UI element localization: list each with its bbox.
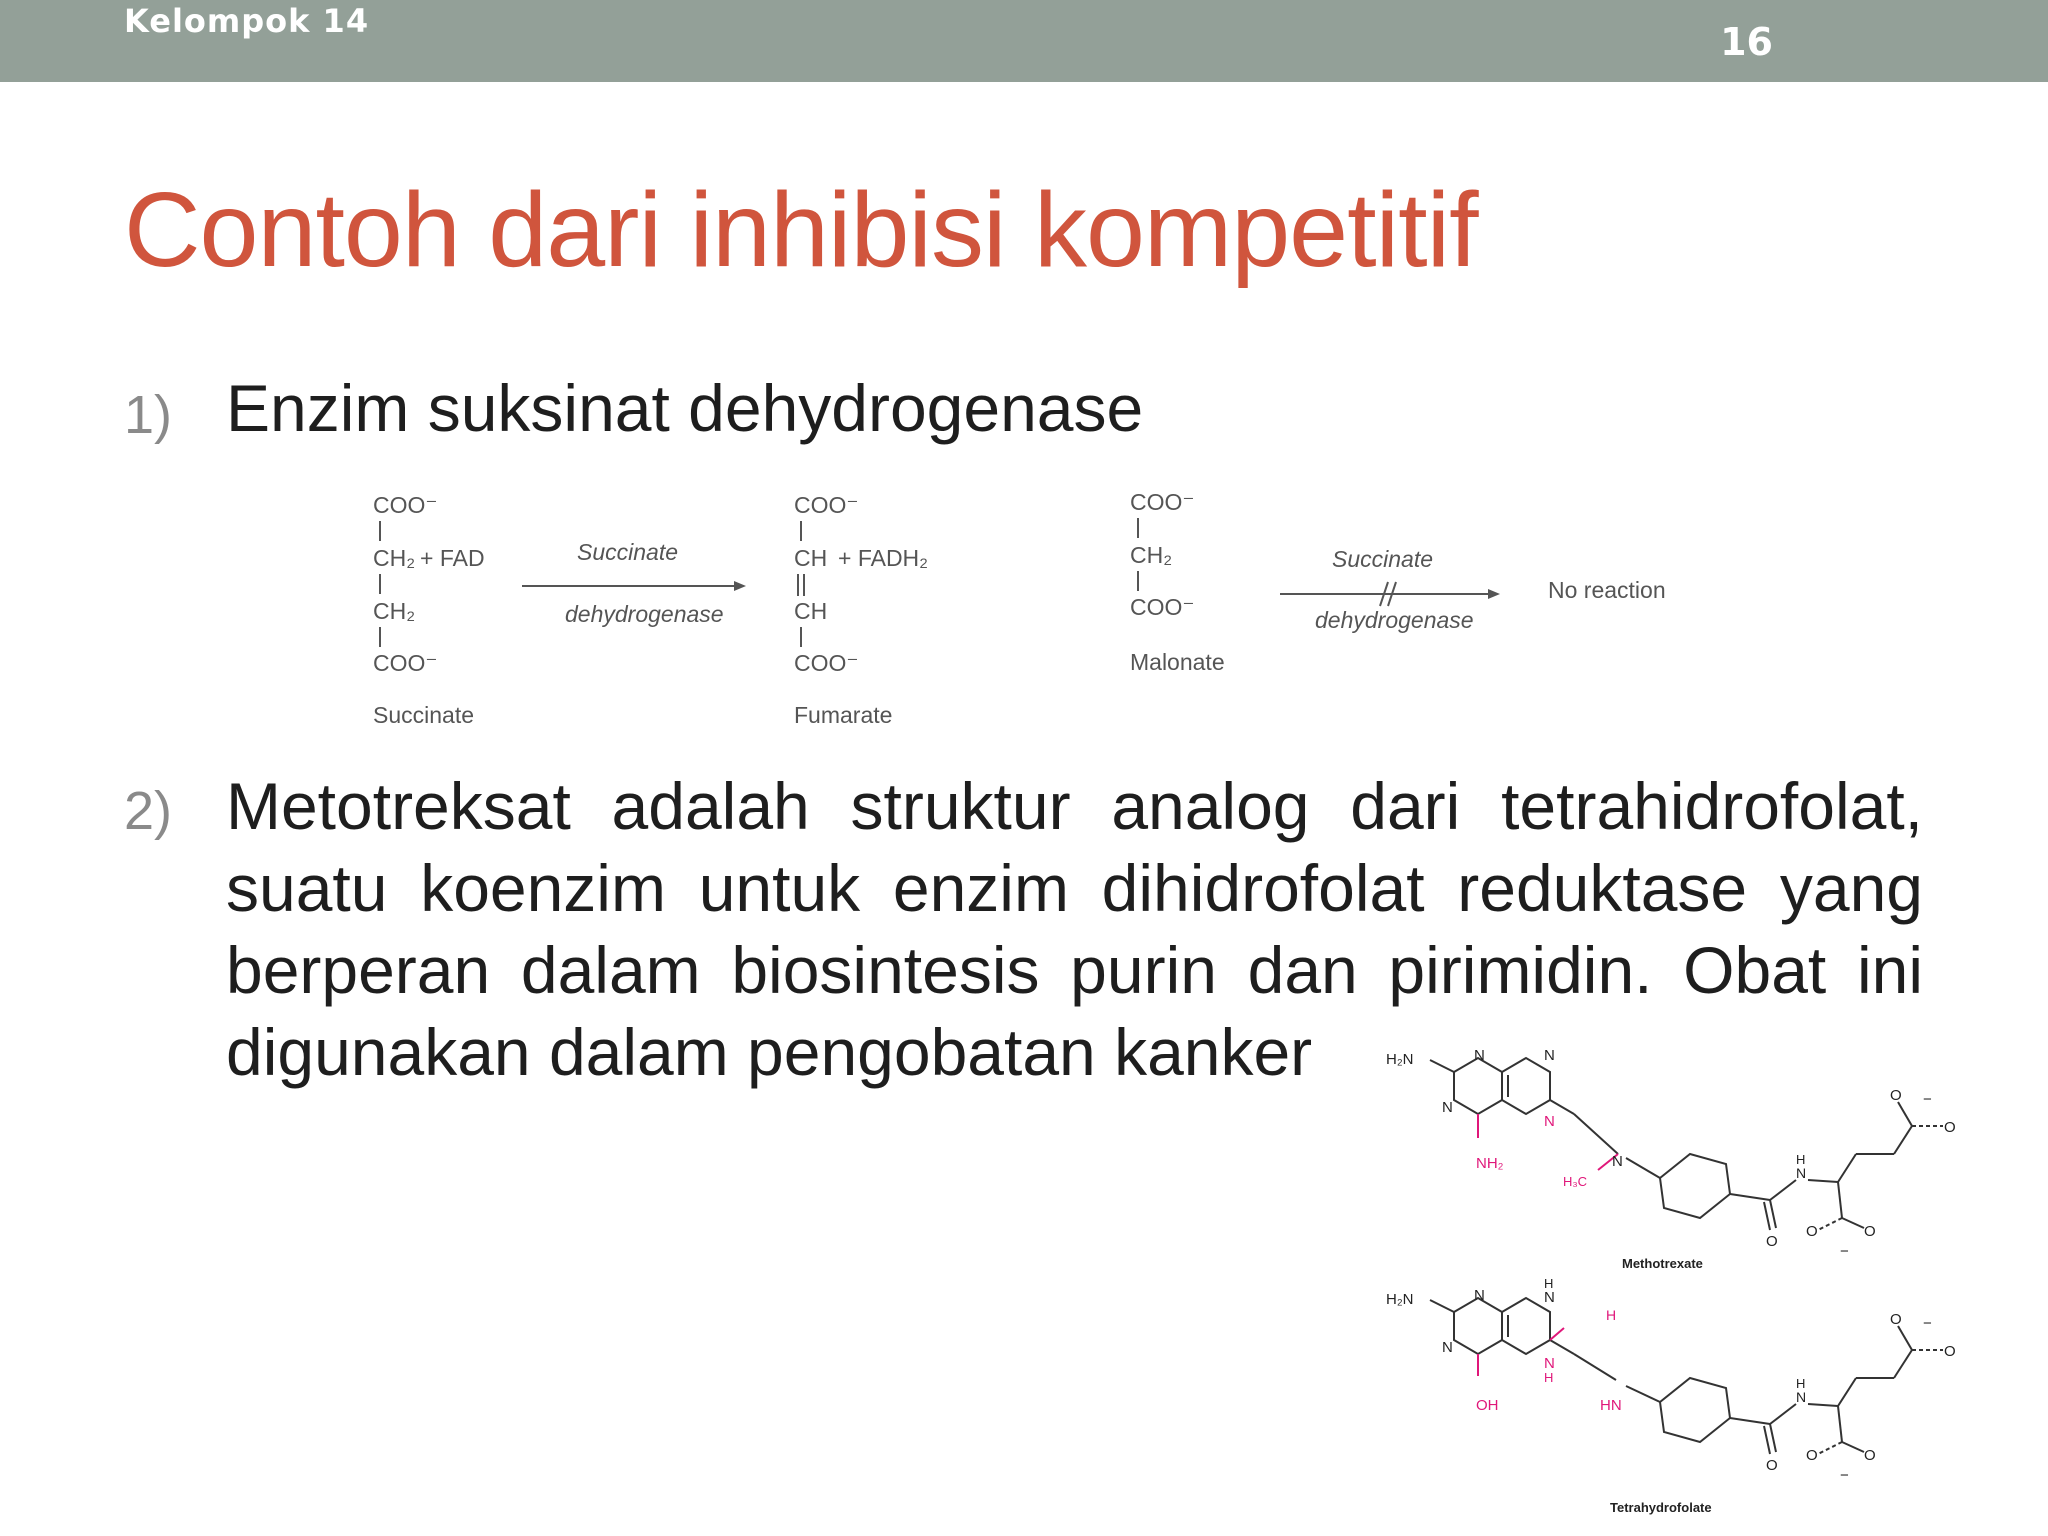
thf-o1: O — [1766, 1457, 1778, 1474]
fumarate-coo-top: COO⁻ — [794, 492, 859, 518]
fumarate-ch-b: CH — [794, 598, 828, 624]
group-label: Kelompok 14 — [124, 2, 370, 40]
mtx-o2: O — [1890, 1087, 1902, 1104]
thf-minus2: − — [1840, 1467, 1849, 1484]
mtx-o1: O — [1766, 1233, 1778, 1250]
mtx-nh-n: N — [1796, 1165, 1807, 1181]
enzyme2-label-bottom: dehydrogenase — [1315, 607, 1474, 633]
thf-nh-bot-h: H — [1544, 1370, 1554, 1385]
fumarate-plus-fadh2: + FADH₂ — [838, 545, 929, 571]
succinate-label: Succinate — [373, 702, 475, 728]
fumarate-coo-bottom: COO⁻ — [794, 650, 859, 676]
malonate-coo-bottom: COO⁻ — [1130, 594, 1195, 620]
no-reaction-label: No reaction — [1548, 577, 1666, 603]
page-number: 16 — [1720, 20, 1773, 64]
mtx-n1: N — [1474, 1047, 1485, 1064]
enzyme-label-top: Succinate — [577, 539, 679, 565]
enzyme-label-bottom: dehydrogenase — [565, 601, 724, 627]
thf-n1: N — [1474, 1287, 1485, 1304]
mtx-o3: O — [1944, 1119, 1956, 1136]
mtx-h2n: H₂N — [1386, 1051, 1414, 1068]
malonate-ch2: CH₂ — [1130, 542, 1173, 568]
item-1-number: 1) — [124, 385, 173, 445]
enzyme2-label-top: Succinate — [1332, 546, 1434, 572]
succinate-ch2-a: CH₂ — [373, 545, 416, 571]
mtx-minus1: − — [1923, 1091, 1932, 1108]
methotrexate-structure — [1378, 1042, 1968, 1272]
thf-h2n: H₂N — [1386, 1291, 1414, 1308]
thf-nh-n: N — [1796, 1389, 1807, 1405]
thf-nh-top-h: H — [1544, 1276, 1554, 1291]
mtx-n3: N — [1442, 1099, 1453, 1116]
mtx-o5: O — [1864, 1223, 1876, 1240]
mtx-nh2: NH₂ — [1476, 1155, 1504, 1172]
succinate-ch2-b: CH₂ — [373, 598, 416, 624]
fumarate-ch-a: CH — [794, 545, 828, 571]
mtx-n2: N — [1544, 1047, 1555, 1064]
item-2-text: Metotreksat adalah struktur analog dari tetrahidrofolat, suatu koenzim untuk enzim dihidrofolat reduktase yang berperan dalam biosintesis purin dan pirimidin. Obat ini digunakan dalam pengobatan kanker — [226, 769, 1923, 1089]
thf-o2: O — [1890, 1311, 1902, 1328]
thf-nh-top-n: N — [1544, 1289, 1555, 1306]
succinate-plus-fad: + FAD — [420, 545, 485, 571]
thf-h-pink: H — [1606, 1307, 1617, 1323]
thf-o3: O — [1944, 1343, 1956, 1360]
thf-nh-bot-n: N — [1544, 1355, 1555, 1372]
header-bar — [0, 0, 2048, 82]
succinate-coo-top: COO⁻ — [373, 492, 438, 518]
mtx-n-pink: N — [1544, 1113, 1555, 1130]
thf-minus1: − — [1923, 1315, 1932, 1332]
thf-hn: HN — [1600, 1397, 1622, 1414]
thf-n2: N — [1442, 1339, 1453, 1356]
mtx-label: Methotrexate — [1622, 1256, 1703, 1271]
mtx-minus2: − — [1840, 1243, 1849, 1260]
mtx-h3c: H₃C — [1563, 1174, 1588, 1189]
malonate-label: Malonate — [1130, 649, 1225, 675]
tetrahydrofolate-structure — [1378, 1278, 1968, 1514]
thf-nh-h: H — [1796, 1376, 1806, 1391]
thf-oh: OH — [1476, 1397, 1499, 1414]
mtx-n-link: N — [1612, 1153, 1623, 1170]
malonate-coo-top: COO⁻ — [1130, 489, 1195, 515]
slide-title: Contoh dari inhibisi kompetitif — [124, 171, 1478, 289]
mtx-o4: O — [1806, 1223, 1818, 1240]
thf-label: Tetrahydrofolate — [1610, 1500, 1712, 1515]
item-1-text: Enzim suksinat dehydrogenase — [226, 371, 1144, 445]
thf-o5: O — [1864, 1447, 1876, 1464]
reaction-figure — [360, 480, 1700, 740]
item-2-number: 2) — [124, 781, 173, 841]
succinate-coo-bottom: COO⁻ — [373, 650, 438, 676]
thf-o4: O — [1806, 1447, 1818, 1464]
mtx-nh-h: H — [1796, 1152, 1806, 1167]
fumarate-label: Fumarate — [794, 702, 893, 728]
